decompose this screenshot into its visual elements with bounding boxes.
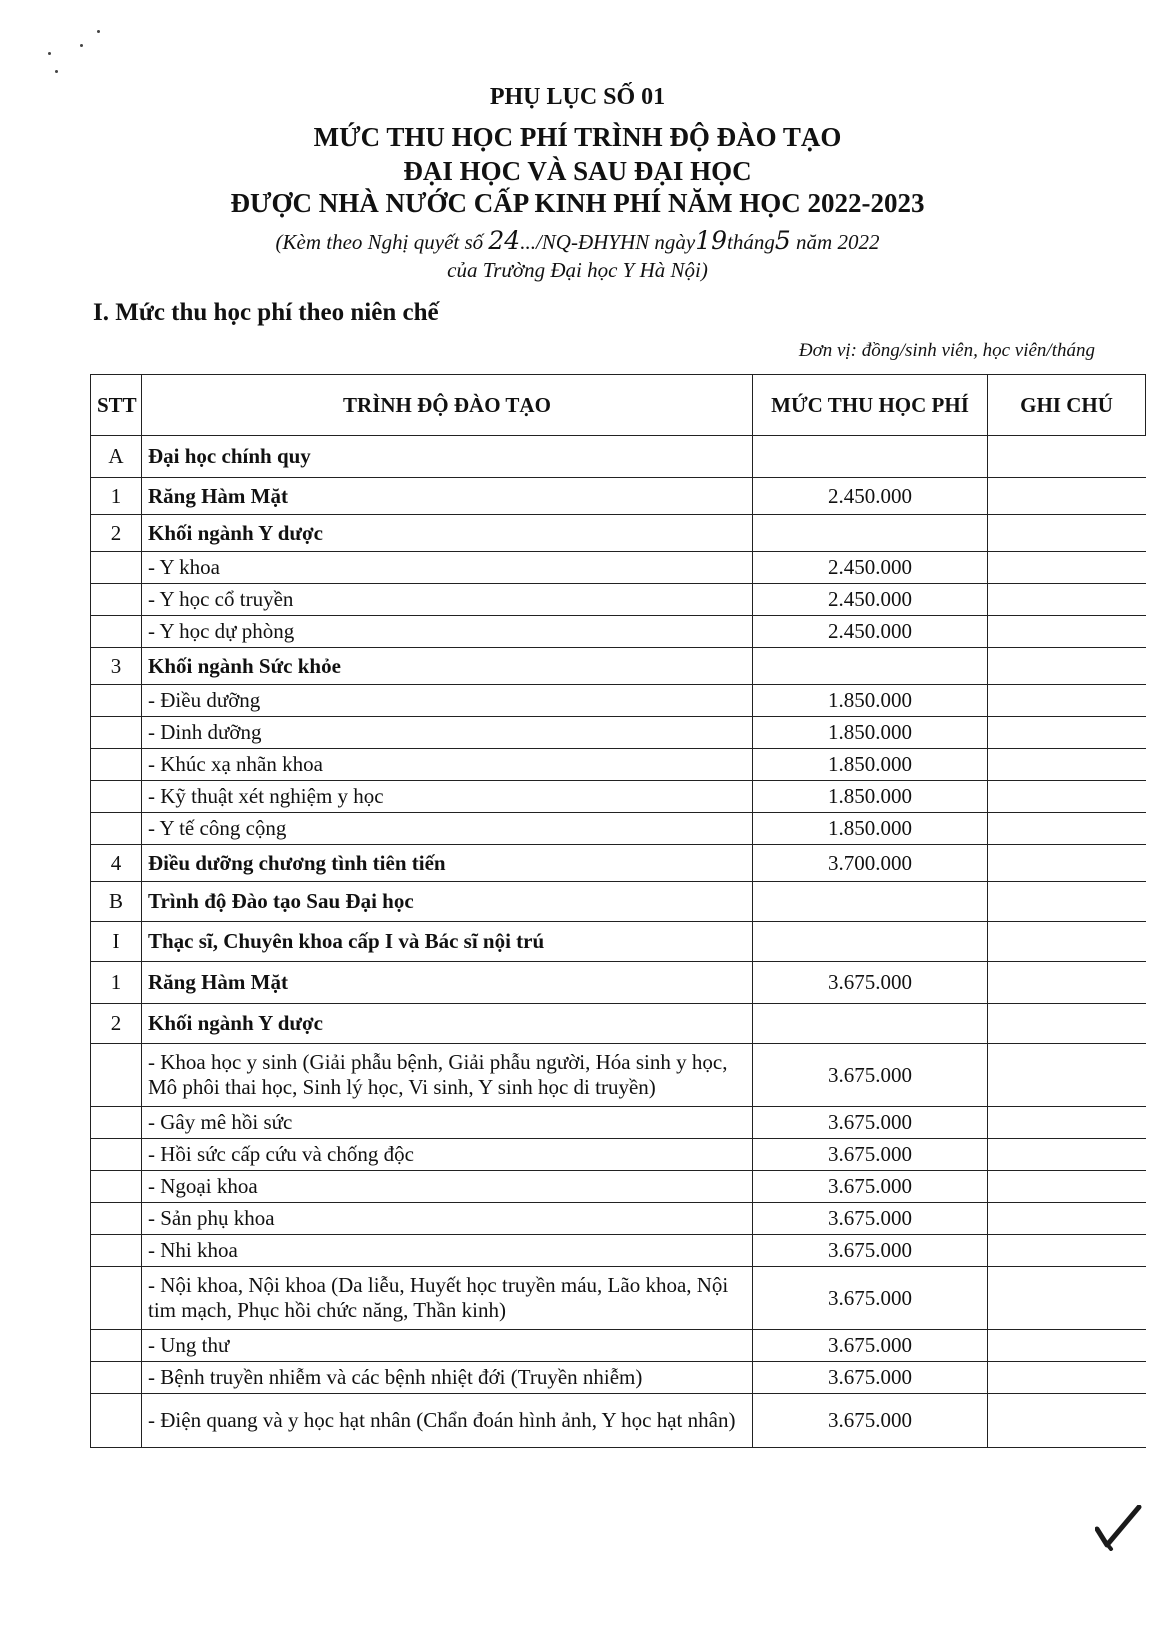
row-stt — [91, 685, 142, 717]
table-row — [91, 436, 1146, 478]
row-fee: 3.675.000 — [753, 1139, 988, 1171]
row-fee: 3.675.000 — [753, 1394, 988, 1448]
row-fee: 3.675.000 — [753, 1362, 988, 1394]
row-fee: 1.850.000 — [753, 781, 988, 813]
table-row — [91, 1394, 1146, 1448]
row-stt — [91, 616, 142, 648]
row-stt — [91, 749, 142, 781]
row-note — [988, 749, 1146, 781]
row-program-name: - Ngoại khoa — [142, 1171, 753, 1203]
row-fee: 1.850.000 — [753, 685, 988, 717]
row-fee: 3.675.000 — [753, 1203, 988, 1235]
table-row — [91, 1044, 1146, 1107]
table-row — [91, 584, 1146, 616]
row-stt — [91, 1171, 142, 1203]
row-stt — [91, 1235, 142, 1267]
row-stt — [91, 1267, 142, 1330]
row-program-name: Điều dưỡng chương tình tiên tiến — [142, 845, 753, 882]
attachment-mid-1: .../NQ-ĐHYHN ngày — [520, 230, 696, 254]
row-stt: 3 — [91, 648, 142, 685]
table-row — [91, 478, 1146, 515]
table-row — [91, 1235, 1146, 1267]
row-note — [988, 1362, 1146, 1394]
row-stt — [91, 1362, 142, 1394]
row-stt: A — [91, 436, 142, 478]
row-note — [988, 1139, 1146, 1171]
decision-day: 19 — [695, 226, 728, 255]
row-program-name: - Hồi sức cấp cứu và chống độc — [142, 1139, 753, 1171]
row-program-name: - Khúc xạ nhãn khoa — [142, 749, 753, 781]
row-program-name: - Y khoa — [142, 552, 753, 584]
row-program-name: - Điện quang và y học hạt nhân (Chẩn đoán hình ảnh, Y học hạt nhân) — [142, 1394, 753, 1448]
row-note — [988, 436, 1146, 478]
row-note — [988, 1203, 1146, 1235]
row-program-name: - Y học cổ truyền — [142, 584, 753, 616]
row-fee: 3.700.000 — [753, 845, 988, 882]
row-note — [988, 1004, 1146, 1044]
table-row — [91, 648, 1146, 685]
attachment-note — [0, 226, 1155, 255]
row-program-name: Trình độ Đào tạo Sau Đại học — [142, 882, 753, 922]
row-stt — [91, 584, 142, 616]
row-stt: B — [91, 882, 142, 922]
row-note — [988, 1394, 1146, 1448]
row-stt: I — [91, 922, 142, 962]
table-row — [91, 781, 1146, 813]
row-fee: 3.675.000 — [753, 1171, 988, 1203]
row-fee: 3.675.000 — [753, 1330, 988, 1362]
row-stt — [91, 1394, 142, 1448]
row-stt — [91, 1107, 142, 1139]
row-fee: 2.450.000 — [753, 584, 988, 616]
row-note — [988, 552, 1146, 584]
table-row — [91, 845, 1146, 882]
table-row — [91, 1107, 1146, 1139]
row-stt: 1 — [91, 478, 142, 515]
row-note — [988, 1267, 1146, 1330]
row-fee: 1.850.000 — [753, 813, 988, 845]
table-row — [91, 1267, 1146, 1330]
scan-speck — [97, 30, 100, 33]
row-note — [988, 1107, 1146, 1139]
row-stt: 2 — [91, 515, 142, 552]
row-program-name: - Khoa học y sinh (Giải phẫu bệnh, Giải phẫu người, Hóa sinh y học, Mô phôi thai học, Sinh lý học, Vi sinh, Y sinh học di truyền) — [142, 1044, 753, 1107]
row-note — [988, 717, 1146, 749]
row-program-name: Răng Hàm Mặt — [142, 962, 753, 1004]
row-note — [988, 478, 1146, 515]
row-fee: 2.450.000 — [753, 552, 988, 584]
row-note — [988, 584, 1146, 616]
row-stt — [91, 1330, 142, 1362]
row-fee — [753, 436, 988, 478]
tuition-fee-table — [90, 374, 1146, 1448]
row-fee: 2.450.000 — [753, 616, 988, 648]
attachment-suffix: năm 2022 — [790, 230, 880, 254]
row-note — [988, 1171, 1146, 1203]
row-fee: 3.675.000 — [753, 1107, 988, 1139]
row-program-name: Đại học chính quy — [142, 436, 753, 478]
section-title: I. Mức thu học phí theo niên chế — [93, 299, 439, 326]
table-row — [91, 552, 1146, 584]
row-note — [988, 845, 1146, 882]
table-header-row — [91, 375, 1146, 436]
row-fee — [753, 515, 988, 552]
row-note — [988, 1044, 1146, 1107]
row-program-name: - Kỹ thuật xét nghiệm y học — [142, 781, 753, 813]
row-stt — [91, 1203, 142, 1235]
row-program-name: Khối ngành Y dược — [142, 1004, 753, 1044]
attachment-note-line-2: của Trường Đại học Y Hà Nội) — [447, 258, 708, 282]
scan-speck — [55, 70, 58, 73]
header-note: GHI CHÚ — [988, 375, 1146, 436]
document-title-line-1: MỨC THU HỌC PHÍ TRÌNH ĐỘ ĐÀO TẠO — [313, 122, 842, 152]
table-row — [91, 1203, 1146, 1235]
table-row — [91, 962, 1146, 1004]
appendix-title: PHỤ LỤC SỐ 01 — [489, 84, 666, 110]
decision-month: 5 — [774, 226, 791, 255]
header-program: TRÌNH ĐỘ ĐÀO TẠO — [142, 375, 753, 436]
table-row — [91, 749, 1146, 781]
row-fee: 3.675.000 — [753, 1267, 988, 1330]
row-fee: 1.850.000 — [753, 749, 988, 781]
row-note — [988, 515, 1146, 552]
row-stt: 2 — [91, 1004, 142, 1044]
row-stt — [91, 1139, 142, 1171]
row-note — [988, 922, 1146, 962]
row-stt — [91, 717, 142, 749]
row-program-name: - Điều dưỡng — [142, 685, 753, 717]
scan-speck — [48, 52, 51, 55]
row-program-name: - Sản phụ khoa — [142, 1203, 753, 1235]
table-row — [91, 1171, 1146, 1203]
row-fee: 3.675.000 — [753, 1044, 988, 1107]
row-note — [988, 882, 1146, 922]
row-program-name: - Nhi khoa — [142, 1235, 753, 1267]
table-row — [91, 1330, 1146, 1362]
table-row — [91, 1139, 1146, 1171]
table-row — [91, 922, 1146, 962]
row-stt — [91, 781, 142, 813]
decision-number: 24 — [488, 226, 521, 255]
row-stt — [91, 813, 142, 845]
row-fee — [753, 922, 988, 962]
row-note — [988, 616, 1146, 648]
row-fee: 2.450.000 — [753, 478, 988, 515]
row-program-name: - Gây mê hồi sức — [142, 1107, 753, 1139]
row-program-name: - Y học dự phòng — [142, 616, 753, 648]
header-stt: STT — [91, 375, 142, 436]
row-program-name: Khối ngành Y dược — [142, 515, 753, 552]
table-row — [91, 1362, 1146, 1394]
row-fee: 3.675.000 — [753, 1235, 988, 1267]
row-program-name: - Y tế công cộng — [142, 813, 753, 845]
row-note — [988, 685, 1146, 717]
row-stt: 4 — [91, 845, 142, 882]
row-note — [988, 813, 1146, 845]
row-note — [988, 962, 1146, 1004]
row-fee — [753, 648, 988, 685]
table-row — [91, 515, 1146, 552]
row-fee: 3.675.000 — [753, 962, 988, 1004]
table-body — [91, 436, 1146, 1448]
document-title-line-2: ĐẠI HỌC VÀ SAU ĐẠI HỌC — [403, 156, 752, 186]
row-program-name: Khối ngành Sức khỏe — [142, 648, 753, 685]
attachment-prefix: (Kèm theo Nghị quyết số — [275, 230, 489, 254]
row-stt: 1 — [91, 962, 142, 1004]
document-title-line-3: ĐƯỢC NHÀ NƯỚC CẤP KINH PHÍ NĂM HỌC 2022-2023 — [230, 188, 925, 218]
table-row — [91, 717, 1146, 749]
row-program-name: - Ung thư — [142, 1330, 753, 1362]
row-fee — [753, 882, 988, 922]
row-program-name: - Dinh dưỡng — [142, 717, 753, 749]
row-stt — [91, 552, 142, 584]
table-row — [91, 685, 1146, 717]
row-program-name: Thạc sĩ, Chuyên khoa cấp I và Bác sĩ nội trú — [142, 922, 753, 962]
header-fee: MỨC THU HỌC PHÍ — [753, 375, 988, 436]
row-fee — [753, 1004, 988, 1044]
row-note — [988, 648, 1146, 685]
row-note — [988, 781, 1146, 813]
handwritten-checkmark-icon — [1095, 1505, 1143, 1551]
row-program-name: - Bệnh truyền nhiễm và các bệnh nhiệt đới (Truyền nhiễm) — [142, 1362, 753, 1394]
row-note — [988, 1330, 1146, 1362]
row-stt — [91, 1044, 142, 1107]
table-row — [91, 882, 1146, 922]
scan-speck — [80, 44, 83, 47]
row-program-name: - Nội khoa, Nội khoa (Da liễu, Huyết học truyền máu, Lão khoa, Nội tim mạch, Phục hồi chức năng, Thần kinh) — [142, 1267, 753, 1330]
attachment-mid-2: tháng — [727, 230, 775, 254]
table-row — [91, 1004, 1146, 1044]
table-row — [91, 813, 1146, 845]
row-note — [988, 1235, 1146, 1267]
row-fee: 1.850.000 — [753, 717, 988, 749]
unit-note: Đơn vị: đồng/sinh viên, học viên/tháng — [798, 340, 1095, 361]
row-program-name: Răng Hàm Mặt — [142, 478, 753, 515]
table-row — [91, 616, 1146, 648]
